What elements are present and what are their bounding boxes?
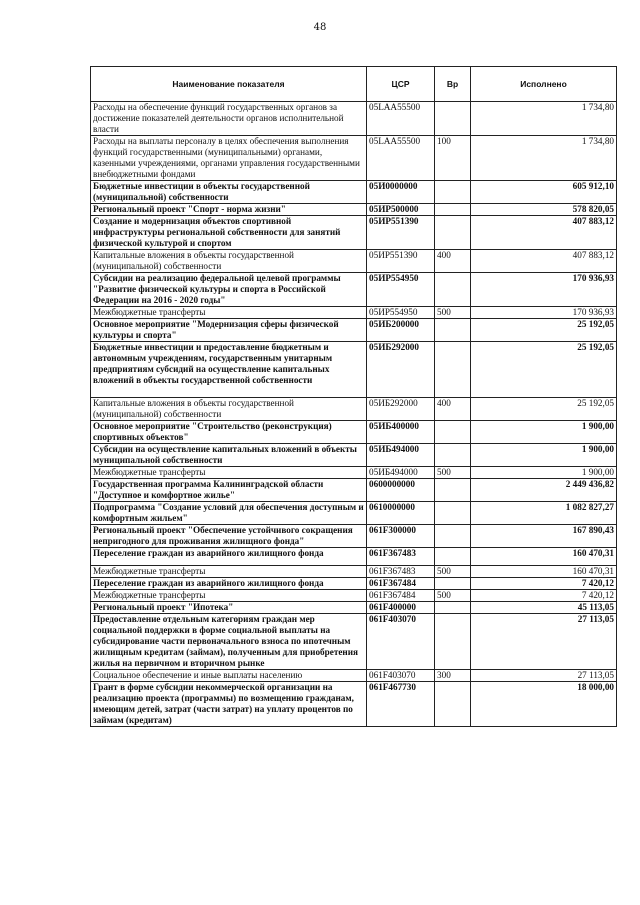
row-vr-cell xyxy=(435,204,471,216)
table-row xyxy=(91,525,617,548)
row-name-cell: Предоставление отдельным категориям граждан мер социальной поддержки в форме социальной выплаты на субсидирование части первоначального взноса по ипотечным жилищным кредитам (займам), полученным для приобретения жилья на первичном и вторичном рынке xyxy=(91,614,367,670)
row-name-cell: Грант в форме субсидии некоммерческой организации на реализацию проекта (программы) по возмещению гражданам, имеющим детей, затрат (части затрат) на уплату процентов по займам (кредитам) xyxy=(91,682,367,727)
row-csr-cell: 061F367483 xyxy=(367,566,435,578)
row-csr-cell: 05ИБ292000 xyxy=(367,342,435,398)
row-value-cell: 25 192,05 xyxy=(471,398,617,421)
row-value-cell: 1 082 827,27 xyxy=(471,502,617,525)
table-row xyxy=(91,682,617,727)
row-value-cell: 407 883,12 xyxy=(471,216,617,250)
table-row xyxy=(91,307,617,319)
row-value-cell: 7 420,12 xyxy=(471,578,617,590)
row-csr-cell: 05ИБ400000 xyxy=(367,421,435,444)
row-value-cell: 160 470,31 xyxy=(471,548,617,566)
row-vr-cell xyxy=(435,216,471,250)
row-value-cell: 2 449 436,82 xyxy=(471,479,617,502)
header-vr: Вр xyxy=(435,67,471,102)
row-value-cell: 18 000,00 xyxy=(471,682,617,727)
row-name-cell: Региональный проект "Обеспечение устойчивого сокращения непригодного для проживания жилищного фонда" xyxy=(91,525,367,548)
row-csr-cell: 0600000000 xyxy=(367,479,435,502)
row-value-cell: 1 734,80 xyxy=(471,102,617,136)
table-row xyxy=(91,250,617,273)
table-row xyxy=(91,216,617,250)
row-csr-cell: 061F367483 xyxy=(367,548,435,566)
row-csr-cell: 05ИP554950 xyxy=(367,307,435,319)
row-name-cell: Переселение граждан из аварийного жилищного фонда xyxy=(91,578,367,590)
row-csr-cell: 061F367484 xyxy=(367,578,435,590)
page-number: 48 xyxy=(313,22,327,33)
budget-table xyxy=(90,66,617,727)
row-vr-cell xyxy=(435,102,471,136)
row-name-cell: Основное мероприятие "Модернизация сферы физической культуры и спорта" xyxy=(91,319,367,342)
row-csr-cell: 05ИБ200000 xyxy=(367,319,435,342)
table-row xyxy=(91,502,617,525)
row-name-cell: Межбюджетные трансферты xyxy=(91,590,367,602)
row-name-cell: Бюджетные инвестиции в объекты государственной (муниципальной) собственности xyxy=(91,181,367,204)
row-name-cell: Региональный проект "Спорт - норма жизни" xyxy=(91,204,367,216)
row-vr-cell xyxy=(435,444,471,467)
row-csr-cell: 061F403070 xyxy=(367,670,435,682)
row-name-cell: Капитальные вложения в объекты государственной (муниципальной) собственности xyxy=(91,250,367,273)
row-value-cell: 7 420,12 xyxy=(471,590,617,602)
table-row xyxy=(91,421,617,444)
row-vr-cell: 500 xyxy=(435,467,471,479)
row-vr-cell: 300 xyxy=(435,670,471,682)
row-value-cell: 25 192,05 xyxy=(471,342,617,398)
row-name-cell: Субсидии на реализацию федеральной целевой программы "Развитие физической культуры и спорта в Российской Федерации на 2016 - 2020 годы" xyxy=(91,273,367,307)
row-csr-cell: 05И0000000 xyxy=(367,181,435,204)
row-vr-cell xyxy=(435,479,471,502)
row-value-cell: 170 936,93 xyxy=(471,273,617,307)
row-vr-cell xyxy=(435,614,471,670)
table-row xyxy=(91,578,617,590)
row-name-cell: Субсидии на осуществление капитальных вложений в объекты муниципальной собственности xyxy=(91,444,367,467)
row-name-cell: Межбюджетные трансферты xyxy=(91,467,367,479)
header-name: Наименование показателя xyxy=(91,67,367,102)
row-name-cell: Создание и модернизация объектов спортивной инфраструктуры региональной собственности для занятий физической культурой и спортом xyxy=(91,216,367,250)
row-vr-cell: 500 xyxy=(435,590,471,602)
table-body xyxy=(91,102,617,727)
table-row xyxy=(91,590,617,602)
row-value-cell: 27 113,05 xyxy=(471,614,617,670)
row-vr-cell xyxy=(435,502,471,525)
row-csr-cell: 05LAA55500 xyxy=(367,102,435,136)
row-value-cell: 27 113,05 xyxy=(471,670,617,682)
row-vr-cell xyxy=(435,181,471,204)
row-value-cell: 45 113,05 xyxy=(471,602,617,614)
row-value-cell: 25 192,05 xyxy=(471,319,617,342)
row-csr-cell: 061F300000 xyxy=(367,525,435,548)
table-row xyxy=(91,319,617,342)
row-value-cell: 1 734,80 xyxy=(471,136,617,181)
row-name-cell: Социальное обеспечение и иные выплаты населению xyxy=(91,670,367,682)
table-row xyxy=(91,479,617,502)
row-vr-cell xyxy=(435,273,471,307)
row-name-cell: Расходы на обеспечение функций государственных органов за достижение показателей деятельности органов исполнительной власти xyxy=(91,102,367,136)
row-value-cell: 1 900,00 xyxy=(471,421,617,444)
row-value-cell: 170 936,93 xyxy=(471,307,617,319)
row-vr-cell: 400 xyxy=(435,398,471,421)
header-value: Исполнено xyxy=(471,67,617,102)
row-vr-cell: 500 xyxy=(435,307,471,319)
row-name-cell: Основное мероприятие "Строительство (реконструкция) спортивных объектов" xyxy=(91,421,367,444)
row-vr-cell xyxy=(435,342,471,398)
row-csr-cell: 05ИP500000 xyxy=(367,204,435,216)
row-csr-cell: 05LAA55500 xyxy=(367,136,435,181)
row-vr-cell xyxy=(435,602,471,614)
table-row xyxy=(91,602,617,614)
row-name-cell: Капитальные вложения в объекты государственной (муниципальной) собственности xyxy=(91,398,367,421)
row-value-cell: 160 470,31 xyxy=(471,566,617,578)
row-csr-cell: 061F467730 xyxy=(367,682,435,727)
header-csr: ЦСР xyxy=(367,67,435,102)
table-row xyxy=(91,342,617,398)
row-csr-cell: 05ИБ494000 xyxy=(367,467,435,479)
row-csr-cell: 061F400000 xyxy=(367,602,435,614)
row-csr-cell: 05ИБ494000 xyxy=(367,444,435,467)
row-value-cell: 1 900,00 xyxy=(471,444,617,467)
row-vr-cell xyxy=(435,548,471,566)
row-vr-cell xyxy=(435,578,471,590)
row-name-cell: Расходы на выплаты персоналу в целях обеспечения выполнения функций государственными (муниципальными) органами, казенными учреждениями, органами управления государственными внебюджетными фондами xyxy=(91,136,367,181)
row-value-cell: 605 912,10 xyxy=(471,181,617,204)
table-row xyxy=(91,670,617,682)
row-vr-cell xyxy=(435,319,471,342)
row-name-cell: Региональный проект "Ипотека" xyxy=(91,602,367,614)
row-name-cell: Переселение граждан из аварийного жилищного фонда xyxy=(91,548,367,566)
row-vr-cell xyxy=(435,421,471,444)
table-row xyxy=(91,444,617,467)
row-vr-cell: 400 xyxy=(435,250,471,273)
row-value-cell: 167 890,43 xyxy=(471,525,617,548)
row-csr-cell: 0610000000 xyxy=(367,502,435,525)
table-row xyxy=(91,102,617,136)
table-row xyxy=(91,398,617,421)
table-row xyxy=(91,204,617,216)
row-vr-cell xyxy=(435,525,471,548)
row-csr-cell: 05ИP554950 xyxy=(367,273,435,307)
row-value-cell: 407 883,12 xyxy=(471,250,617,273)
row-csr-cell: 05ИP551390 xyxy=(367,250,435,273)
row-vr-cell: 500 xyxy=(435,566,471,578)
table-row xyxy=(91,181,617,204)
row-csr-cell: 061F367484 xyxy=(367,590,435,602)
table-row xyxy=(91,548,617,566)
row-name-cell: Бюджетные инвестиции и предоставление бюджетным и автономным учреждениям, государственным унитарным предприятиям субсидий на осуществление капитальных вложений в объекты государственной собственности xyxy=(91,342,367,398)
table-row xyxy=(91,136,617,181)
row-csr-cell: 061F403070 xyxy=(367,614,435,670)
row-value-cell: 1 900,00 xyxy=(471,467,617,479)
row-vr-cell: 100 xyxy=(435,136,471,181)
table-row xyxy=(91,467,617,479)
table-row xyxy=(91,614,617,670)
row-csr-cell: 05ИP551390 xyxy=(367,216,435,250)
row-name-cell: Подпрограмма "Создание условий для обеспечения доступным и комфортным жильем" xyxy=(91,502,367,525)
row-name-cell: Межбюджетные трансферты xyxy=(91,307,367,319)
table-row xyxy=(91,273,617,307)
row-vr-cell xyxy=(435,682,471,727)
table-header-row xyxy=(91,67,617,102)
row-name-cell: Межбюджетные трансферты xyxy=(91,566,367,578)
row-name-cell: Государственная программа Калининградской области "Доступное и комфортное жилье" xyxy=(91,479,367,502)
row-csr-cell: 05ИБ292000 xyxy=(367,398,435,421)
table-row xyxy=(91,566,617,578)
row-value-cell: 578 820,05 xyxy=(471,204,617,216)
